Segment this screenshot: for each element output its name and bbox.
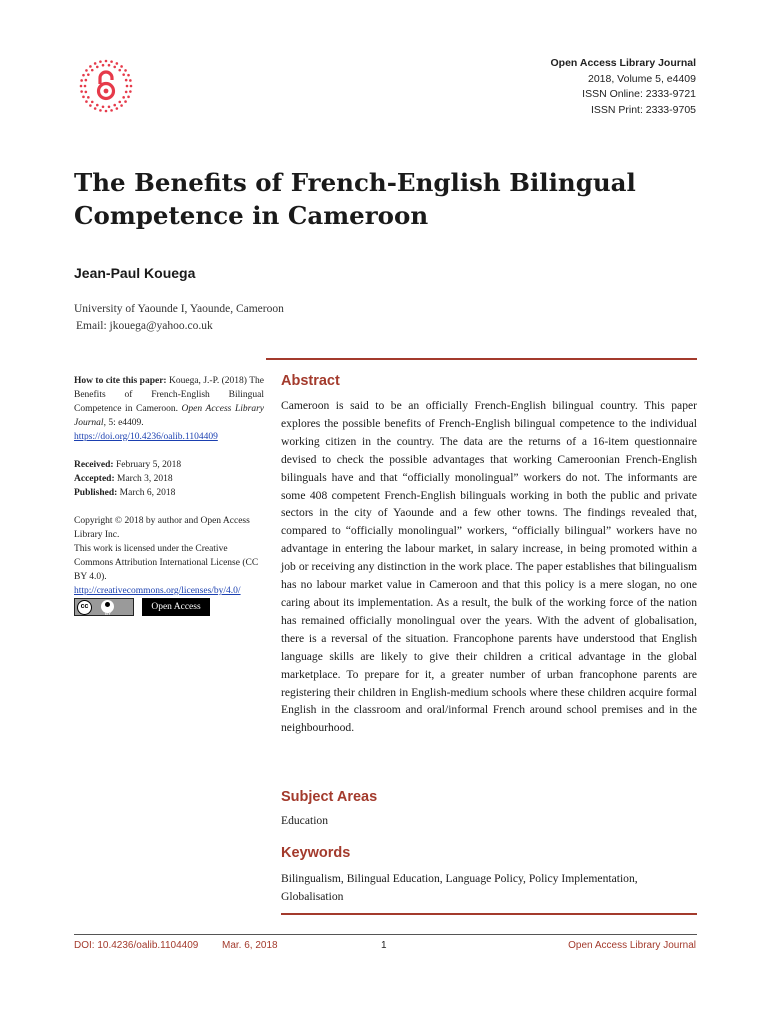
logo-dot	[87, 73, 90, 76]
logo-dot	[124, 100, 127, 103]
issn-print: ISSN Print: 2333-9705	[590, 103, 696, 116]
cite-doi-link[interactable]: https://doi.org/10.4236/oalib.1104409	[74, 432, 218, 442]
logo-dot	[80, 85, 83, 88]
logo-dot	[96, 66, 99, 69]
logo-dot	[105, 110, 108, 113]
received-date	[74, 458, 264, 472]
logo-dot	[105, 60, 108, 63]
received-label: Received:	[74, 460, 114, 470]
logo-dot	[96, 104, 99, 107]
logo-dot	[108, 105, 111, 108]
abstract-text: Cameroon is said to be an officially French-English bilingual country. This paper explores the possible benefits of French-English bilingual competence to the individual working citizen in the country. The data are the returns of a 16-item questionnaire devised to check the possible advantages that working Cameroonian French-English bilinguals have and that “officially monolingual” workers do not. The informants are some 408 competent French-English bilinguals working in both the public and private sectors in the city of Yaounde and a few other towns. The findings revealed that, compared to “officially monolingual” workers, “officially bilingual” workers have no advantage in entering the labour market, in salary increase, in being promoted within a job or receiving any distinction in the work place. The paper establishes that bilingualism has no labour market value in Cameroon and that this policy is a mere slogan, no one caring about its implementation. As a result, the bulk of the working force of the nation has remained officially monolingual over the years. With the advent of globalisation, there is a reversal of the situation. Francophone parents have understood that English language skills are likely to give their children a critical advantage in the global marketplace. To prepare for it, a greater number of urban francophone parents are registering their children in English-medium schools where these children acquire formal English in the classroom and oral/informal French around school premises and in the neighbourhood.	[281, 399, 697, 735]
title-line-1: The Benefits of French-English Bilingual	[74, 168, 636, 197]
how-to-cite	[74, 374, 264, 430]
title-line-2: Competence in Cameroon	[74, 201, 429, 230]
footer-rule	[74, 934, 697, 935]
open-access-logo-icon	[78, 58, 134, 114]
copyright-notice: Copyright © 2018 by author and Open Access Library Inc.	[74, 516, 250, 540]
keywords-text: Bilingualism, Bilingual Education, Language Policy, Policy Implementation, Globalisation	[281, 872, 638, 903]
logo-dot	[124, 69, 127, 72]
cite-label: How to cite this paper:	[74, 376, 167, 386]
logo-dot	[85, 69, 88, 72]
abstract-heading: Abstract	[281, 373, 340, 389]
footer-doi: DOI: 10.4236/oalib.1104409	[74, 940, 199, 951]
accepted-label: Accepted:	[74, 474, 115, 484]
logo-dot	[125, 79, 128, 82]
logo-dot	[108, 64, 111, 67]
logo-dot	[94, 62, 97, 65]
license-notice: This work is licensed under the Creative Commons Attribution International License (CC BY 4.0).	[74, 544, 259, 582]
received-value: February 5, 2018	[113, 460, 182, 470]
logo-dot	[87, 96, 90, 99]
journal-name: Open Access Library Journal	[550, 57, 696, 69]
subject-areas-text: Education	[281, 814, 329, 827]
journal-info	[551, 56, 697, 118]
cite-tail: , 5: e4409.	[103, 418, 144, 428]
published-label: Published:	[74, 488, 118, 498]
published-value: March 6, 2018	[117, 488, 176, 498]
subject-areas-heading: Subject Areas	[281, 789, 378, 805]
logo-dot	[80, 79, 83, 82]
logo-dot	[127, 74, 130, 77]
logo-dot	[99, 60, 102, 63]
section-rule-bottom	[281, 913, 697, 915]
open-access-badge[interactable]: Open Access	[142, 598, 210, 616]
logo-dot	[91, 69, 94, 72]
logo-dot	[125, 91, 128, 94]
logo-dot	[89, 104, 92, 107]
logo-dot	[85, 100, 88, 103]
keywords-heading: Keywords	[281, 845, 351, 861]
logo-dot	[91, 101, 94, 104]
issn-online: ISSN Online: 2333-9721	[582, 88, 696, 100]
logo-dot	[82, 96, 85, 99]
author-name: Jean-Paul Kouega	[74, 265, 196, 281]
logo-dot	[120, 104, 123, 107]
logo-dot	[94, 107, 97, 110]
logo-dot	[84, 85, 87, 88]
logo-dot	[113, 104, 116, 107]
logo-dot	[85, 91, 88, 94]
logo-dot	[80, 90, 83, 93]
cite-text: Kouega, J.-P. (2018) The Benefits of French-English Bilingual Competence in Cameroon.	[74, 376, 264, 414]
logo-dot	[118, 101, 121, 104]
logo-dot	[129, 90, 132, 93]
journal-volume: 2018, Volume 5, e4409	[587, 72, 696, 85]
logo-dot	[122, 73, 125, 76]
cc-icon: cc	[77, 600, 92, 615]
logo-dot	[130, 85, 133, 88]
logo-dot	[116, 62, 119, 65]
footer-journal: Open Access Library Journal	[568, 940, 696, 951]
accepted-value: March 3, 2018	[114, 474, 173, 484]
published-date	[74, 486, 264, 500]
cite-journal: Open Access Library Journal	[74, 404, 264, 428]
logo-dot	[116, 107, 119, 110]
article-meta-sidebar	[74, 374, 264, 598]
affiliation-block	[74, 301, 284, 335]
by-label: BY	[104, 611, 111, 616]
affiliation: University of Yaounde I, Yaounde, Cameroon	[74, 303, 284, 315]
logo-dot	[118, 69, 121, 72]
logo-dot	[129, 79, 132, 82]
footer-date: Mar. 6, 2018	[222, 940, 278, 951]
logo-dot	[82, 74, 85, 77]
page-number: 1	[381, 940, 387, 951]
logo-dot	[99, 109, 102, 112]
accepted-date	[74, 472, 264, 486]
logo-dot	[113, 66, 116, 69]
paper-title	[74, 166, 674, 232]
logo-dot	[89, 65, 92, 68]
logo-dot	[120, 65, 123, 68]
logo-dot	[110, 109, 113, 112]
license-link[interactable]: http://creativecommons.org/licenses/by/4.0/	[74, 586, 241, 596]
cc-by-badge[interactable]	[74, 598, 134, 616]
logo-dot	[126, 85, 129, 88]
section-rule-top	[266, 358, 697, 360]
logo-dot	[85, 79, 88, 82]
logo-dot	[102, 105, 105, 108]
logo-dot	[127, 96, 130, 99]
logo-dot	[122, 96, 125, 99]
author-email: Email: jkouega@yahoo.co.uk	[76, 320, 213, 332]
logo-dot	[110, 60, 113, 63]
logo-dot	[102, 64, 105, 67]
